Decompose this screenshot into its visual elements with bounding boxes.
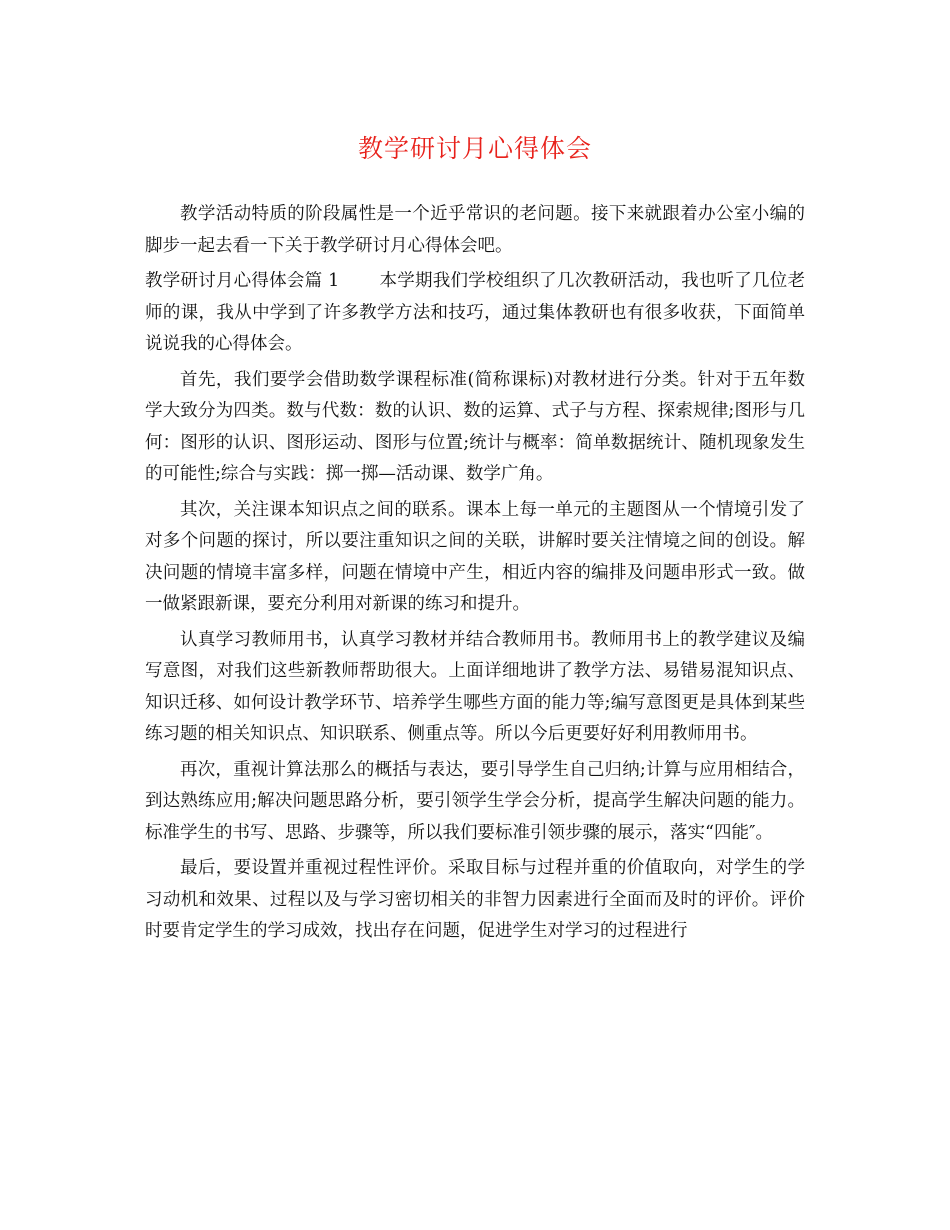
- section-first-paragraph: [145, 266, 805, 361]
- body-paragraph-4: 再次，重视计算法那么的概括与表达，要引导学生自己归纳;计算与应用相结合，到达熟练应用;解决问题思路分析，要引领学生学会分析，提高学生解决问题的能力。标准学生的书写、思路、步骤等，所以我们要标准引领步骤的展示，落实“四能″。: [145, 759, 805, 843]
- body-paragraph-2: 其次，关注课本知识点之间的联系。课本上每一单元的主题图从一个情境引发了对多个问题的探讨，所以要注重知识之间的关联，讲解时要关注情境之间的创设。解决问题的情境丰富多样，问题在情境中产生，相近内容的编排及问题串形式一致。做一做紧跟新课，要充分利用对新课的练习和提升。: [145, 499, 805, 614]
- body-paragraph-1: 首先，我们要学会借助数学课程标准(简称课标)对教材进行分类。针对于五年数学大致分为四类。数与代数：数的认识、数的运算、式子与方程、探索规律;图形与几何：图形的认识、图形运动、图形与位置;统计与概率：简单数据统计、随机现象发生的可能性;综合与实践：掷一掷—活动课、数学广角。: [145, 369, 805, 484]
- document-title: 教学研讨月心得体会: [357, 134, 592, 163]
- section-heading: 教学研讨月心得体会篇 1: [145, 271, 340, 291]
- section-first-text: 本学期我们学校组织了几次教研活动，我也听了几位老师的课，我从中学到了许多教学方法和技巧，通过集体教研也有很多收获，下面简单说说我的心得体会。: [145, 271, 806, 354]
- body-paragraph-3: 认真学习教师用书，认真学习教材并结合教师用书。教师用书上的教学建议及编写意图，对我们这些新教师帮助很大。上面详细地讲了教学方法、易错易混知识点、知识迁移、如何设计教学环节、培养学生哪些方面的能力等;编写意图更是具体到某些练习题的相关知识点、知识联系、侧重点等。所以今后更要好好利用教师用书。: [145, 629, 805, 744]
- body-paragraph-5: 最后，要设置并重视过程性评价。采取目标与过程并重的价值取向，对学生的学习动机和效果、过程以及与学习密切相关的非智力因素进行全面而及时的评价。评价时要肯定学生的学习成效，找出存在问题，促进学生对学习的过程进行: [145, 858, 805, 941]
- intro-paragraph: 教学活动特质的阶段属性是一个近乎常识的老问题。接下来就跟着办公室小编的脚步一起去看一下关于教学研讨月心得体会吧。: [145, 204, 805, 256]
